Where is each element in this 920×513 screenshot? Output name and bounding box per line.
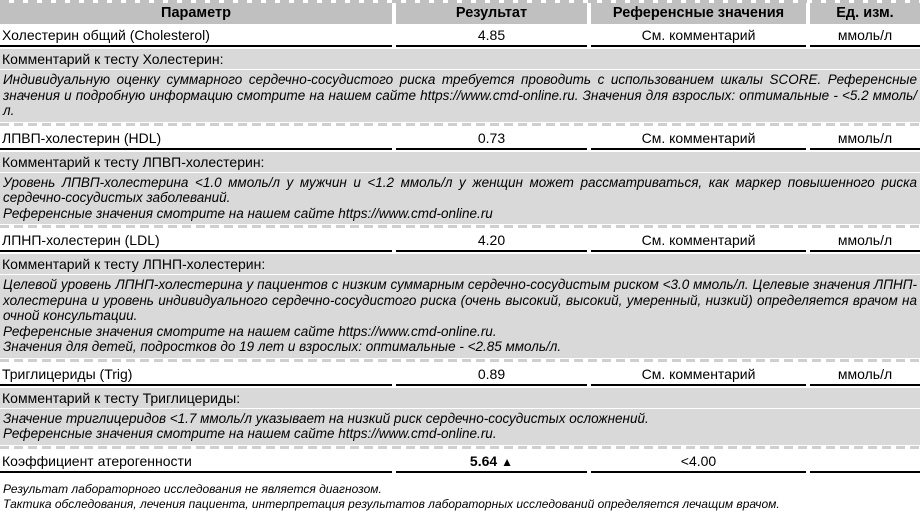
table-row	[0, 229, 920, 252]
dashed-separator	[0, 225, 920, 228]
header-cell-parameter: Параметр	[0, 3, 392, 24]
units-value: ммоль/л	[810, 229, 920, 252]
reference-value: См. комментарий	[591, 363, 806, 386]
test-row-group	[0, 127, 920, 229]
footer-note-line: Тактика обследования, лечения пациента, интерпретация результатов лабораторных исследований определяется лечащим врачом.	[3, 497, 780, 511]
reference-value: <4.00	[591, 450, 806, 473]
high-flag-icon: ▲	[501, 454, 514, 469]
param-name: Коэффициент атерогенности	[0, 450, 392, 473]
result-cell	[396, 127, 587, 150]
comment-paragraph: Значение триглицеридов <1.7 ммоль/л указывает на низкий риск сердечно-сосудистых осложнений.	[3, 410, 649, 426]
table-body	[0, 24, 920, 473]
comment-body	[0, 173, 920, 225]
dashed-separator	[0, 123, 920, 126]
dashed-separator	[0, 359, 920, 362]
units-value: ммоль/л	[810, 24, 920, 47]
test-row-group	[0, 450, 920, 473]
param-name: ЛПВП-холестерин (HDL)	[0, 127, 392, 150]
param-name: ЛПНП-холестерин (LDL)	[0, 229, 392, 252]
reference-value: См. комментарий	[591, 24, 806, 47]
comment-paragraph: Уровень ЛПВП-холестерина <1.0 ммоль/л у мужчин и <1.2 ммоль/л у женщин может рассматриваться, как маркер повышенного риска сердечно-сосудистых заболеваний.	[3, 174, 917, 205]
table-row	[0, 363, 920, 386]
reference-value: См. комментарий	[591, 127, 806, 150]
comment-title: Комментарий к тесту ЛПВП-холестерин:	[0, 152, 920, 172]
result-cell	[396, 363, 587, 386]
comment-paragraph: Референсные значения смотрите на нашем сайте https://www.cmd-online.ru.	[3, 426, 497, 441]
table-row	[0, 450, 920, 473]
result-cell	[396, 24, 587, 47]
table-header-row	[0, 3, 920, 24]
result-value: 0.73	[477, 129, 506, 146]
units-value: ммоль/л	[810, 363, 920, 386]
test-row-group	[0, 363, 920, 449]
result-value: 4.85	[477, 27, 506, 43]
comment-body	[0, 409, 920, 445]
header-cell-result: Результат	[396, 3, 587, 24]
comment-body	[0, 70, 920, 122]
comment-title: Комментарий к тесту Триглицериды:	[0, 388, 920, 408]
param-name: Триглицериды (Trig)	[0, 363, 392, 386]
test-row-group	[0, 24, 920, 126]
comment-paragraph: Целевой уровень ЛПНП-холестерина у пациентов с низким суммарным сердечно-сосудистым риском <3.0 ммоль/л. Целевые значения ЛПНП-холестерина и уровень индивидуального сердечно-сосудистого риска (очень высокий, высокий, умеренный, низкий) определяется врачом на очной консультации.	[3, 277, 917, 323]
comment-title: Комментарий к тесту Холестерин:	[0, 49, 920, 69]
header-cell-units: Ед. изм.	[810, 3, 920, 24]
table-row	[0, 24, 920, 47]
comment-paragraph: Значения для детей, подростков до 19 лет и взрослых: оптимальные - <2.85 ммоль/л.	[3, 339, 562, 354]
test-row-group	[0, 229, 920, 362]
header-cell-reference: Референсные значения	[591, 3, 806, 24]
units-value	[810, 450, 920, 473]
footer-note-line: Результат лабораторного исследования не является диагнозом.	[3, 481, 382, 496]
comment-body	[0, 275, 920, 358]
result-value: 5.64	[469, 452, 498, 469]
result-value: 4.20	[477, 232, 506, 248]
param-name: Холестерин общий (Cholesterol)	[0, 24, 392, 47]
comment-paragraph: Референсные значения смотрите на нашем сайте https://www.cmd-online.ru	[3, 205, 493, 221]
units-value: ммоль/л	[810, 127, 920, 150]
dashed-separator	[0, 446, 920, 449]
result-cell	[396, 450, 587, 473]
reference-value: См. комментарий	[591, 229, 806, 252]
result-cell	[396, 229, 587, 252]
comment-paragraph: Индивидуальную оценку суммарного сердечно-сосудистого риска требуется проводить с использованием шкалы SCORE. Референсные значения и подробную информацию смотрите на нашем сайте https://www.cmd-online.ru. Значения для взрослых: оптимальные - <5.2 ммоль/л.	[3, 72, 917, 118]
table-row	[0, 127, 920, 150]
result-value: 0.89	[477, 365, 506, 382]
footer-disclaimer	[0, 473, 920, 513]
comment-paragraph: Референсные значения смотрите на нашем сайте https://www.cmd-online.ru.	[3, 323, 497, 339]
comment-title: Комментарий к тесту ЛПНП-холестерин:	[0, 254, 920, 274]
